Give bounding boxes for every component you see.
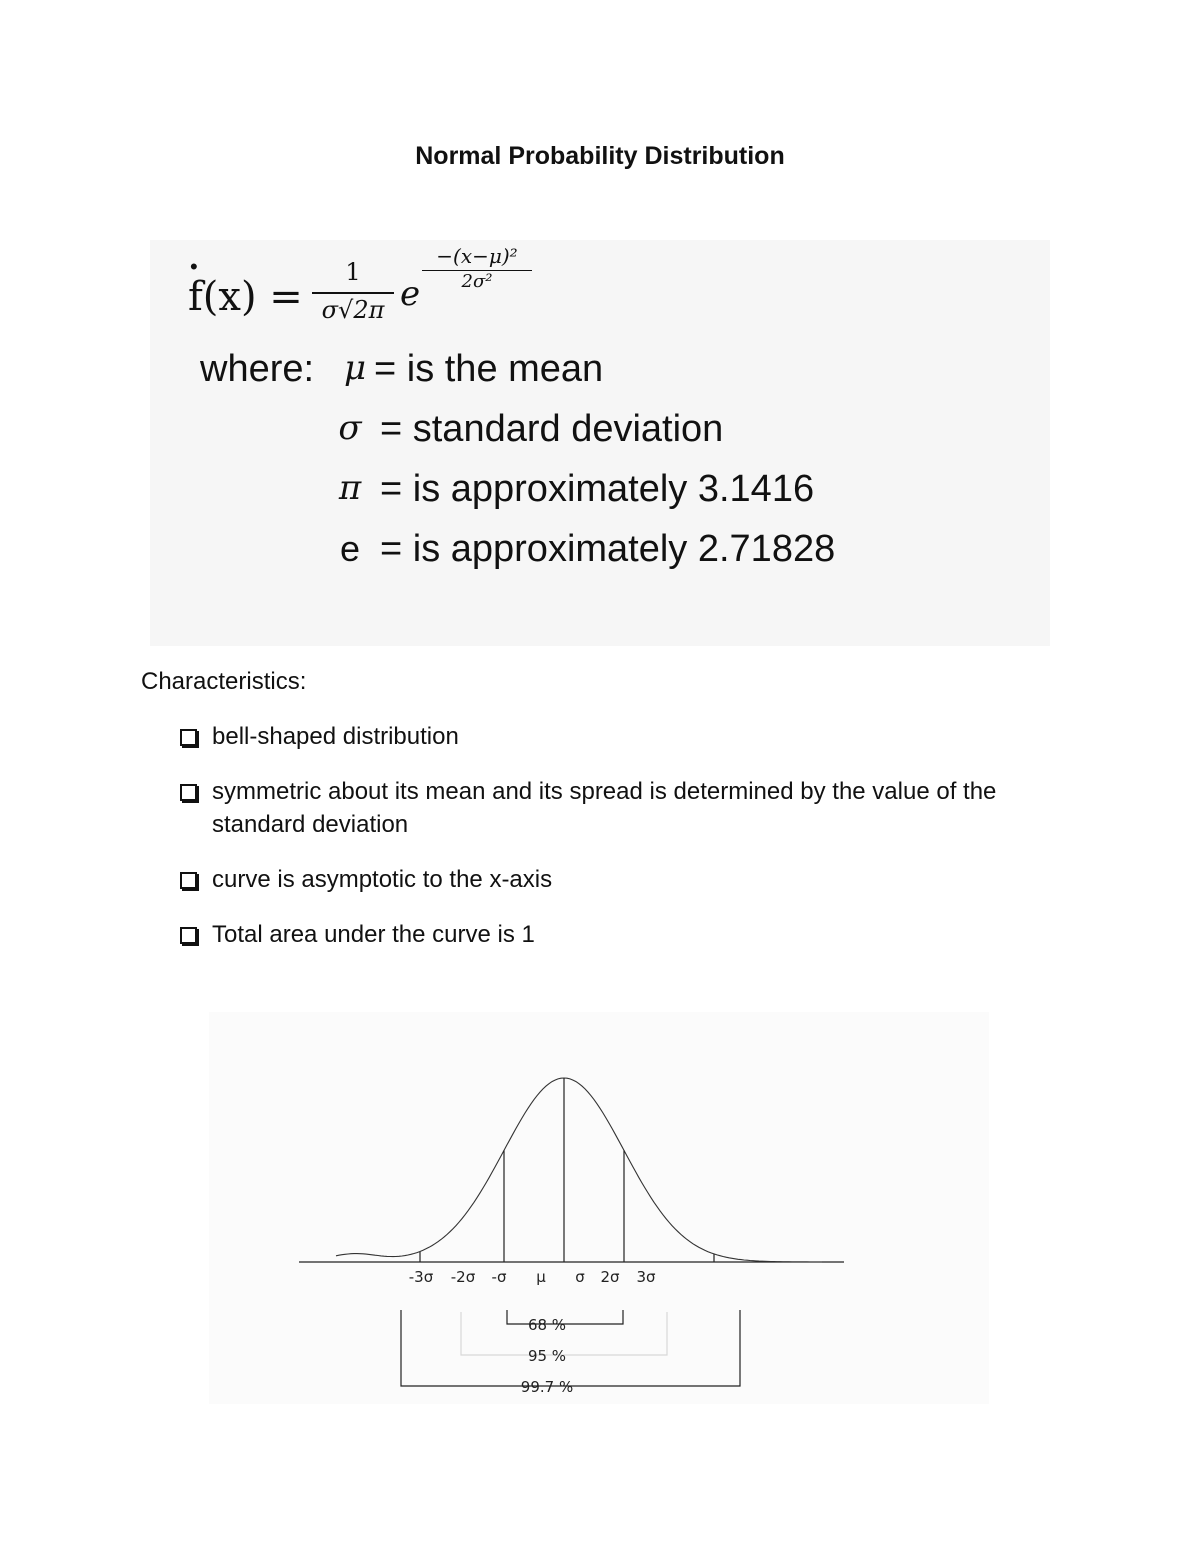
tick-label: 3σ xyxy=(636,1268,656,1286)
bell-curve-line xyxy=(336,1078,822,1262)
definition-text: = is approximately 3.1416 xyxy=(380,468,815,510)
list-item-text: Total area under the curve is 1 xyxy=(212,921,535,948)
bullet-dot: • xyxy=(190,254,198,279)
definition-symbol: π xyxy=(338,468,362,508)
list-item xyxy=(178,918,1078,951)
range-label: 99.7 % xyxy=(520,1378,574,1396)
formula-panel xyxy=(150,240,1050,646)
definition-symbol: σ xyxy=(338,408,362,448)
list-item xyxy=(178,720,1078,753)
exponent-denominator: 2σ² xyxy=(461,271,493,292)
checkbox-icon xyxy=(180,729,197,746)
definition-symbol: e xyxy=(339,528,361,569)
list-item-text: bell-shaped distribution xyxy=(212,723,459,750)
exponent-numerator: −(x−μ)² xyxy=(422,244,532,271)
definition-label: where: xyxy=(200,348,315,390)
exponent xyxy=(422,244,532,292)
tick-label: 2σ xyxy=(600,1268,620,1286)
list-item xyxy=(178,863,1078,896)
fraction-denominator: σ√2π xyxy=(321,296,385,324)
definition-text: = is the mean xyxy=(374,348,604,390)
formula-lhs: f(x) = xyxy=(188,274,303,320)
range-label: 68 % xyxy=(527,1316,567,1334)
tick-label: σ xyxy=(575,1268,585,1286)
checkbox-icon xyxy=(180,872,197,889)
formula-fraction xyxy=(312,258,394,324)
range-label: 95 % xyxy=(527,1347,567,1365)
checkbox-icon xyxy=(180,784,197,801)
list-item-text: curve is asymptotic to the x-axis xyxy=(212,866,553,893)
tick-label: -3σ xyxy=(408,1268,434,1286)
tick-label: -σ xyxy=(491,1268,507,1286)
characteristics-list xyxy=(178,720,1078,973)
fraction-numerator: 1 xyxy=(312,258,394,294)
checkbox-icon xyxy=(180,927,197,944)
list-item xyxy=(178,775,1078,841)
list-item-text: symmetric about its mean and its spread is determined by the value of the standard deviation xyxy=(212,778,997,838)
exponential-base: e xyxy=(400,274,421,314)
definition-text: = standard deviation xyxy=(380,408,724,450)
normal-curve-chart xyxy=(209,1012,989,1404)
page-title: Normal Probability Distribution xyxy=(415,142,785,170)
characteristics-heading: Characteristics: xyxy=(141,668,307,695)
tick-label: -2σ xyxy=(450,1268,476,1286)
definition-text: = is approximately 2.71828 xyxy=(380,528,836,570)
tick-label: μ xyxy=(536,1268,546,1286)
range-bracket xyxy=(401,1310,740,1386)
definition-symbol: μ xyxy=(343,348,367,388)
chart-svg xyxy=(209,1012,989,1404)
